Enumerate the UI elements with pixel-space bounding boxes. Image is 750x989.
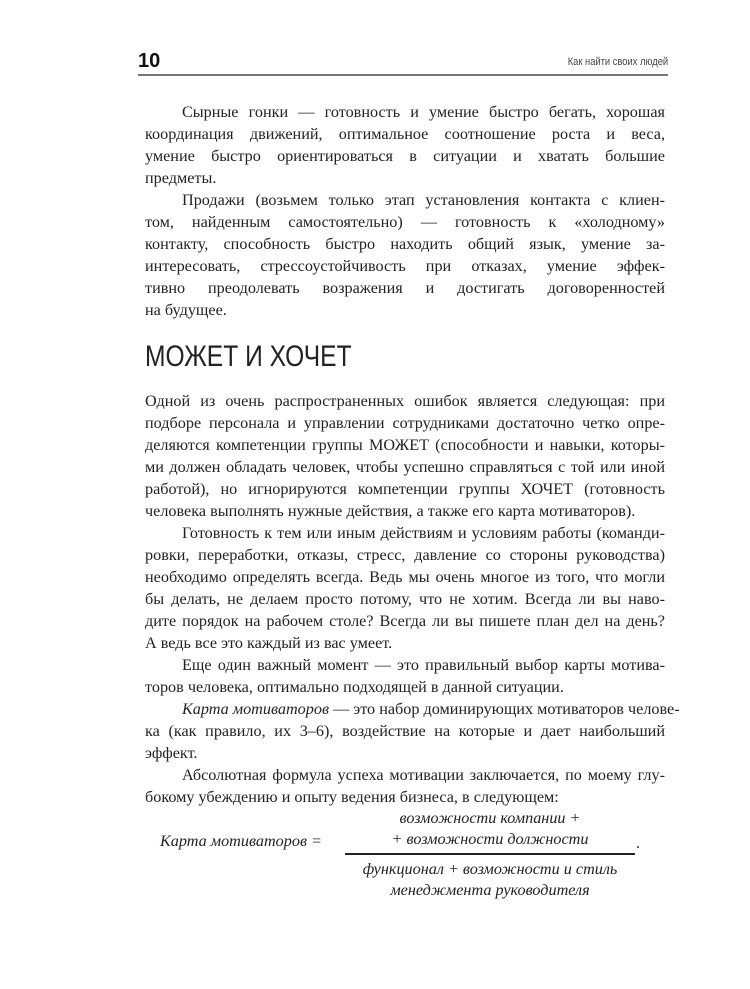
paragraph-errors — [145, 391, 665, 522]
text-line: ми должен обладать человек, чтобы успешно справляться с той или иной — [145, 457, 665, 476]
text-line — [145, 699, 680, 721]
text-line: человека выполнять нужные действия, а также его карта мотиваторов). — [145, 501, 636, 520]
text-line: контакту, способность быстро находить общий язык, умение за- — [145, 234, 665, 253]
denominator-line-2: менеджмента руководителя — [390, 880, 590, 899]
text-line: Готовность к тем или иным действиям и условиям работы (команди- — [182, 524, 665, 542]
running-title: Как найти своих людей — [567, 56, 668, 68]
numerator-line-2: + возможности должности — [391, 830, 589, 848]
paragraph-cheese-races — [145, 102, 665, 190]
motivator-formula — [150, 808, 650, 899]
text-line: торов человека, оптимально подходящей в данной ситуации. — [145, 677, 564, 696]
text-line: умение быстро ориентироваться в ситуации и хватать большие — [145, 146, 665, 165]
numerator-line-1: возможности компании + — [399, 809, 581, 827]
text-line: ровки, переработки, отказы, стресс, давление со стороны руководства) — [145, 545, 665, 564]
text-line: предметы. — [145, 168, 217, 187]
paragraph-formula-intro — [145, 765, 665, 809]
text-line: том, найденным самостоятельно) — готовность к «холодному» — [145, 212, 665, 231]
text-line: необходимо определять всегда. Ведь мы очень многое из того, что могли — [145, 567, 665, 586]
text-line: Сырные гонки — готовность и умение быстро бегать, хорошая — [182, 103, 665, 121]
section-heading: МОЖЕТ И ХОЧЕТ — [145, 340, 352, 373]
formula-fraction — [345, 808, 635, 901]
page-number: 10 — [138, 50, 161, 72]
text-line: А ведь все это каждый из вас умеет. — [145, 633, 393, 652]
text-line: Продажи (возьмем только этап установления контакта с клиен- — [182, 191, 665, 209]
text-fragment: — это набор доминирующих мотиваторов челове- — [328, 700, 680, 718]
text-line: тивно преодолевать возражения и достигать договоренностей — [145, 278, 665, 297]
formula-lhs: Карта мотиваторов = — [160, 832, 322, 850]
fraction-bar — [345, 853, 635, 855]
text-line: деляются компетенции группы МОЖЕТ (способности и навыки, которы- — [145, 435, 665, 454]
text-line: подборе персонала и управлении сотрудниками достаточно четко опре- — [145, 413, 665, 432]
denominator-line-1: функционал + возможности и стиль — [362, 859, 618, 878]
paragraph-sales — [145, 190, 665, 321]
text-line: эффект. — [145, 743, 198, 762]
text-line: дите порядок на рабочем столе? Всегда ли вы пишете план дел на день? — [145, 611, 665, 630]
defined-term: Карта мотиваторов — [182, 700, 329, 718]
text-line: Одной из очень распространенных ошибок является следующая: при — [145, 392, 665, 410]
page-header — [138, 52, 668, 76]
text-line: бокому убеждению и опыту ведения бизнеса, в следующем: — [145, 787, 559, 806]
text-line: интересовать, стрессоустойчивость при отказах, умение эффек- — [145, 256, 665, 275]
formula-period: . — [636, 834, 641, 852]
text-line: Абсолютная формула успеха мотивации заключается, по моему глу- — [182, 766, 665, 784]
text-line: ка (как правило, их 3–6), воздействие на которые и дает наибольший — [145, 721, 665, 740]
text-line: работой), но игнорируются компетенции группы ХОЧЕТ (готовность — [145, 479, 665, 498]
paragraph-moment — [145, 655, 665, 699]
text-line: на будущее. — [145, 300, 227, 319]
text-line: бы делать, не делаем просто потому, что не хотим. Всегда ли вы наво- — [145, 589, 665, 608]
paragraph-definition — [145, 699, 680, 765]
paragraph-readiness — [145, 523, 665, 654]
text-line: Еще один важный момент — это правильный выбор карты мотива- — [182, 656, 665, 674]
text-line: координация движений, оптимальное соотношение роста и веса, — [145, 124, 665, 143]
